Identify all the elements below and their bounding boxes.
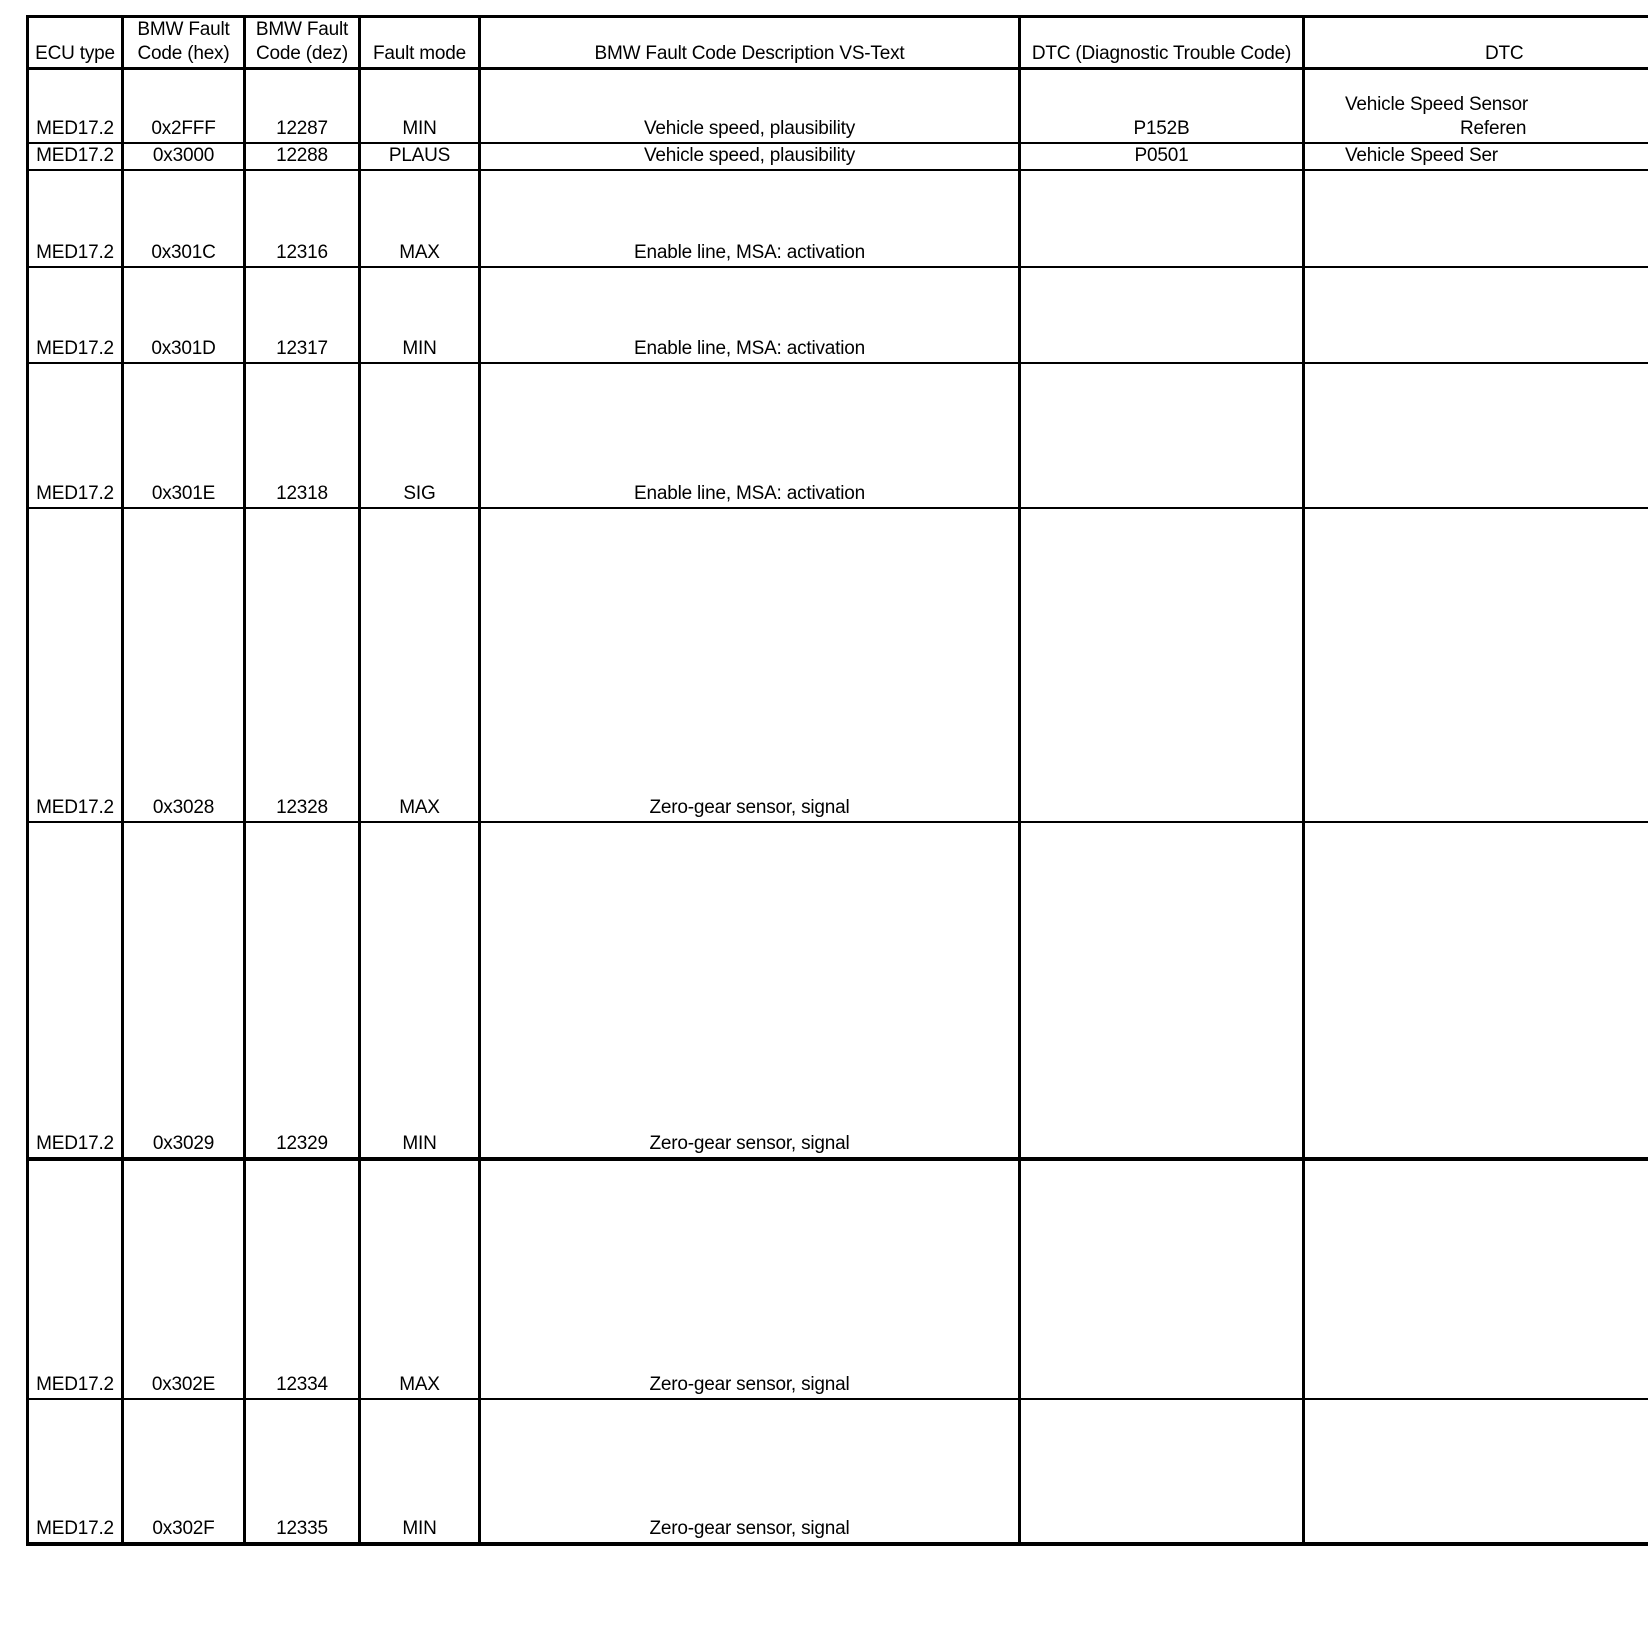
cell-mode: PLAUS — [360, 143, 480, 170]
table-row — [28, 143, 1648, 170]
cell-mode: MAX — [360, 508, 480, 822]
header-fault-mode: Fault mode — [360, 17, 480, 69]
cell-dez: 12287 — [245, 69, 360, 143]
cell-ecu: MED17.2 — [28, 69, 123, 143]
cell-hex: 0x3028 — [123, 508, 245, 822]
cell-dtc-text: Vehicle Speed Ser — [1304, 143, 1648, 170]
cell-dtc — [1020, 1399, 1304, 1544]
cell-description: Enable line, MSA: activation — [480, 267, 1020, 363]
dtc-text-block — [1345, 93, 1648, 141]
header-ecu-type: ECU type — [28, 17, 123, 69]
cell-dtc: P152B — [1020, 69, 1304, 143]
cell-description: Zero-gear sensor, signal — [480, 1399, 1020, 1544]
table-row — [28, 1159, 1648, 1399]
cell-ecu: MED17.2 — [28, 363, 123, 508]
cell-ecu: MED17.2 — [28, 1399, 123, 1544]
dtc-text-line-2: Referen — [1460, 117, 1527, 139]
cell-dtc-text — [1304, 363, 1648, 508]
table-row — [28, 822, 1648, 1159]
cell-dtc-text — [1304, 170, 1648, 267]
header-dtc: DTC (Diagnostic Trouble Code) — [1020, 17, 1304, 69]
header-dtc-text: DTC — [1304, 17, 1648, 69]
cell-dez: 12317 — [245, 267, 360, 363]
cell-ecu: MED17.2 — [28, 170, 123, 267]
cell-ecu: MED17.2 — [28, 822, 123, 1159]
table-row — [28, 508, 1648, 822]
cell-dtc — [1020, 822, 1304, 1159]
cell-dtc — [1020, 170, 1304, 267]
cell-mode: MIN — [360, 1399, 480, 1544]
cell-hex: 0x302F — [123, 1399, 245, 1544]
header-fault-code-hex: BMW Fault Code (hex) — [123, 17, 245, 69]
cell-description: Zero-gear sensor, signal — [480, 822, 1020, 1159]
cell-mode: MIN — [360, 822, 480, 1159]
cell-dtc-text — [1304, 822, 1648, 1159]
cell-dtc-text — [1304, 508, 1648, 822]
cell-dtc: P0501 — [1020, 143, 1304, 170]
cell-dez: 12334 — [245, 1159, 360, 1399]
header-description: BMW Fault Code Description VS-Text — [480, 17, 1020, 69]
cell-description: Vehicle speed, plausibility — [480, 69, 1020, 143]
cell-dez: 12316 — [245, 170, 360, 267]
cell-dtc — [1020, 267, 1304, 363]
cell-dtc — [1020, 508, 1304, 822]
fault-code-table — [26, 15, 1648, 1546]
cell-hex: 0x3029 — [123, 822, 245, 1159]
cell-mode: MIN — [360, 267, 480, 363]
cell-hex: 0x302E — [123, 1159, 245, 1399]
cell-description: Vehicle speed, plausibility — [480, 143, 1020, 170]
cell-mode: MAX — [360, 170, 480, 267]
cell-ecu: MED17.2 — [28, 143, 123, 170]
cell-dtc-text — [1304, 69, 1648, 143]
header-row — [28, 17, 1648, 69]
cell-dtc-text — [1304, 267, 1648, 363]
cell-hex: 0x3000 — [123, 143, 245, 170]
cell-ecu: MED17.2 — [28, 1159, 123, 1399]
table-row — [28, 170, 1648, 267]
cell-mode: MAX — [360, 1159, 480, 1399]
cell-mode: MIN — [360, 69, 480, 143]
table-row — [28, 267, 1648, 363]
cell-dez: 12329 — [245, 822, 360, 1159]
cell-dez: 12335 — [245, 1399, 360, 1544]
cell-dtc — [1020, 363, 1304, 508]
cell-description: Zero-gear sensor, signal — [480, 508, 1020, 822]
cell-description: Enable line, MSA: activation — [480, 170, 1020, 267]
cell-dez: 12288 — [245, 143, 360, 170]
table-row — [28, 1399, 1648, 1544]
cell-description: Zero-gear sensor, signal — [480, 1159, 1020, 1399]
cell-dtc — [1020, 1159, 1304, 1399]
cell-ecu: MED17.2 — [28, 267, 123, 363]
header-fault-code-dez: BMW Fault Code (dez) — [245, 17, 360, 69]
cell-dez: 12318 — [245, 363, 360, 508]
cell-dez: 12328 — [245, 508, 360, 822]
cell-hex: 0x2FFF — [123, 69, 245, 143]
cell-dtc-text — [1304, 1399, 1648, 1544]
table-row — [28, 69, 1648, 143]
cell-ecu: MED17.2 — [28, 508, 123, 822]
cell-dtc-text — [1304, 1159, 1648, 1399]
cell-mode: SIG — [360, 363, 480, 508]
cell-description: Enable line, MSA: activation — [480, 363, 1020, 508]
cell-hex: 0x301C — [123, 170, 245, 267]
cell-hex: 0x301E — [123, 363, 245, 508]
cell-hex: 0x301D — [123, 267, 245, 363]
dtc-text-line-1: Vehicle Speed Sensor — [1345, 93, 1528, 115]
table-row — [28, 363, 1648, 508]
